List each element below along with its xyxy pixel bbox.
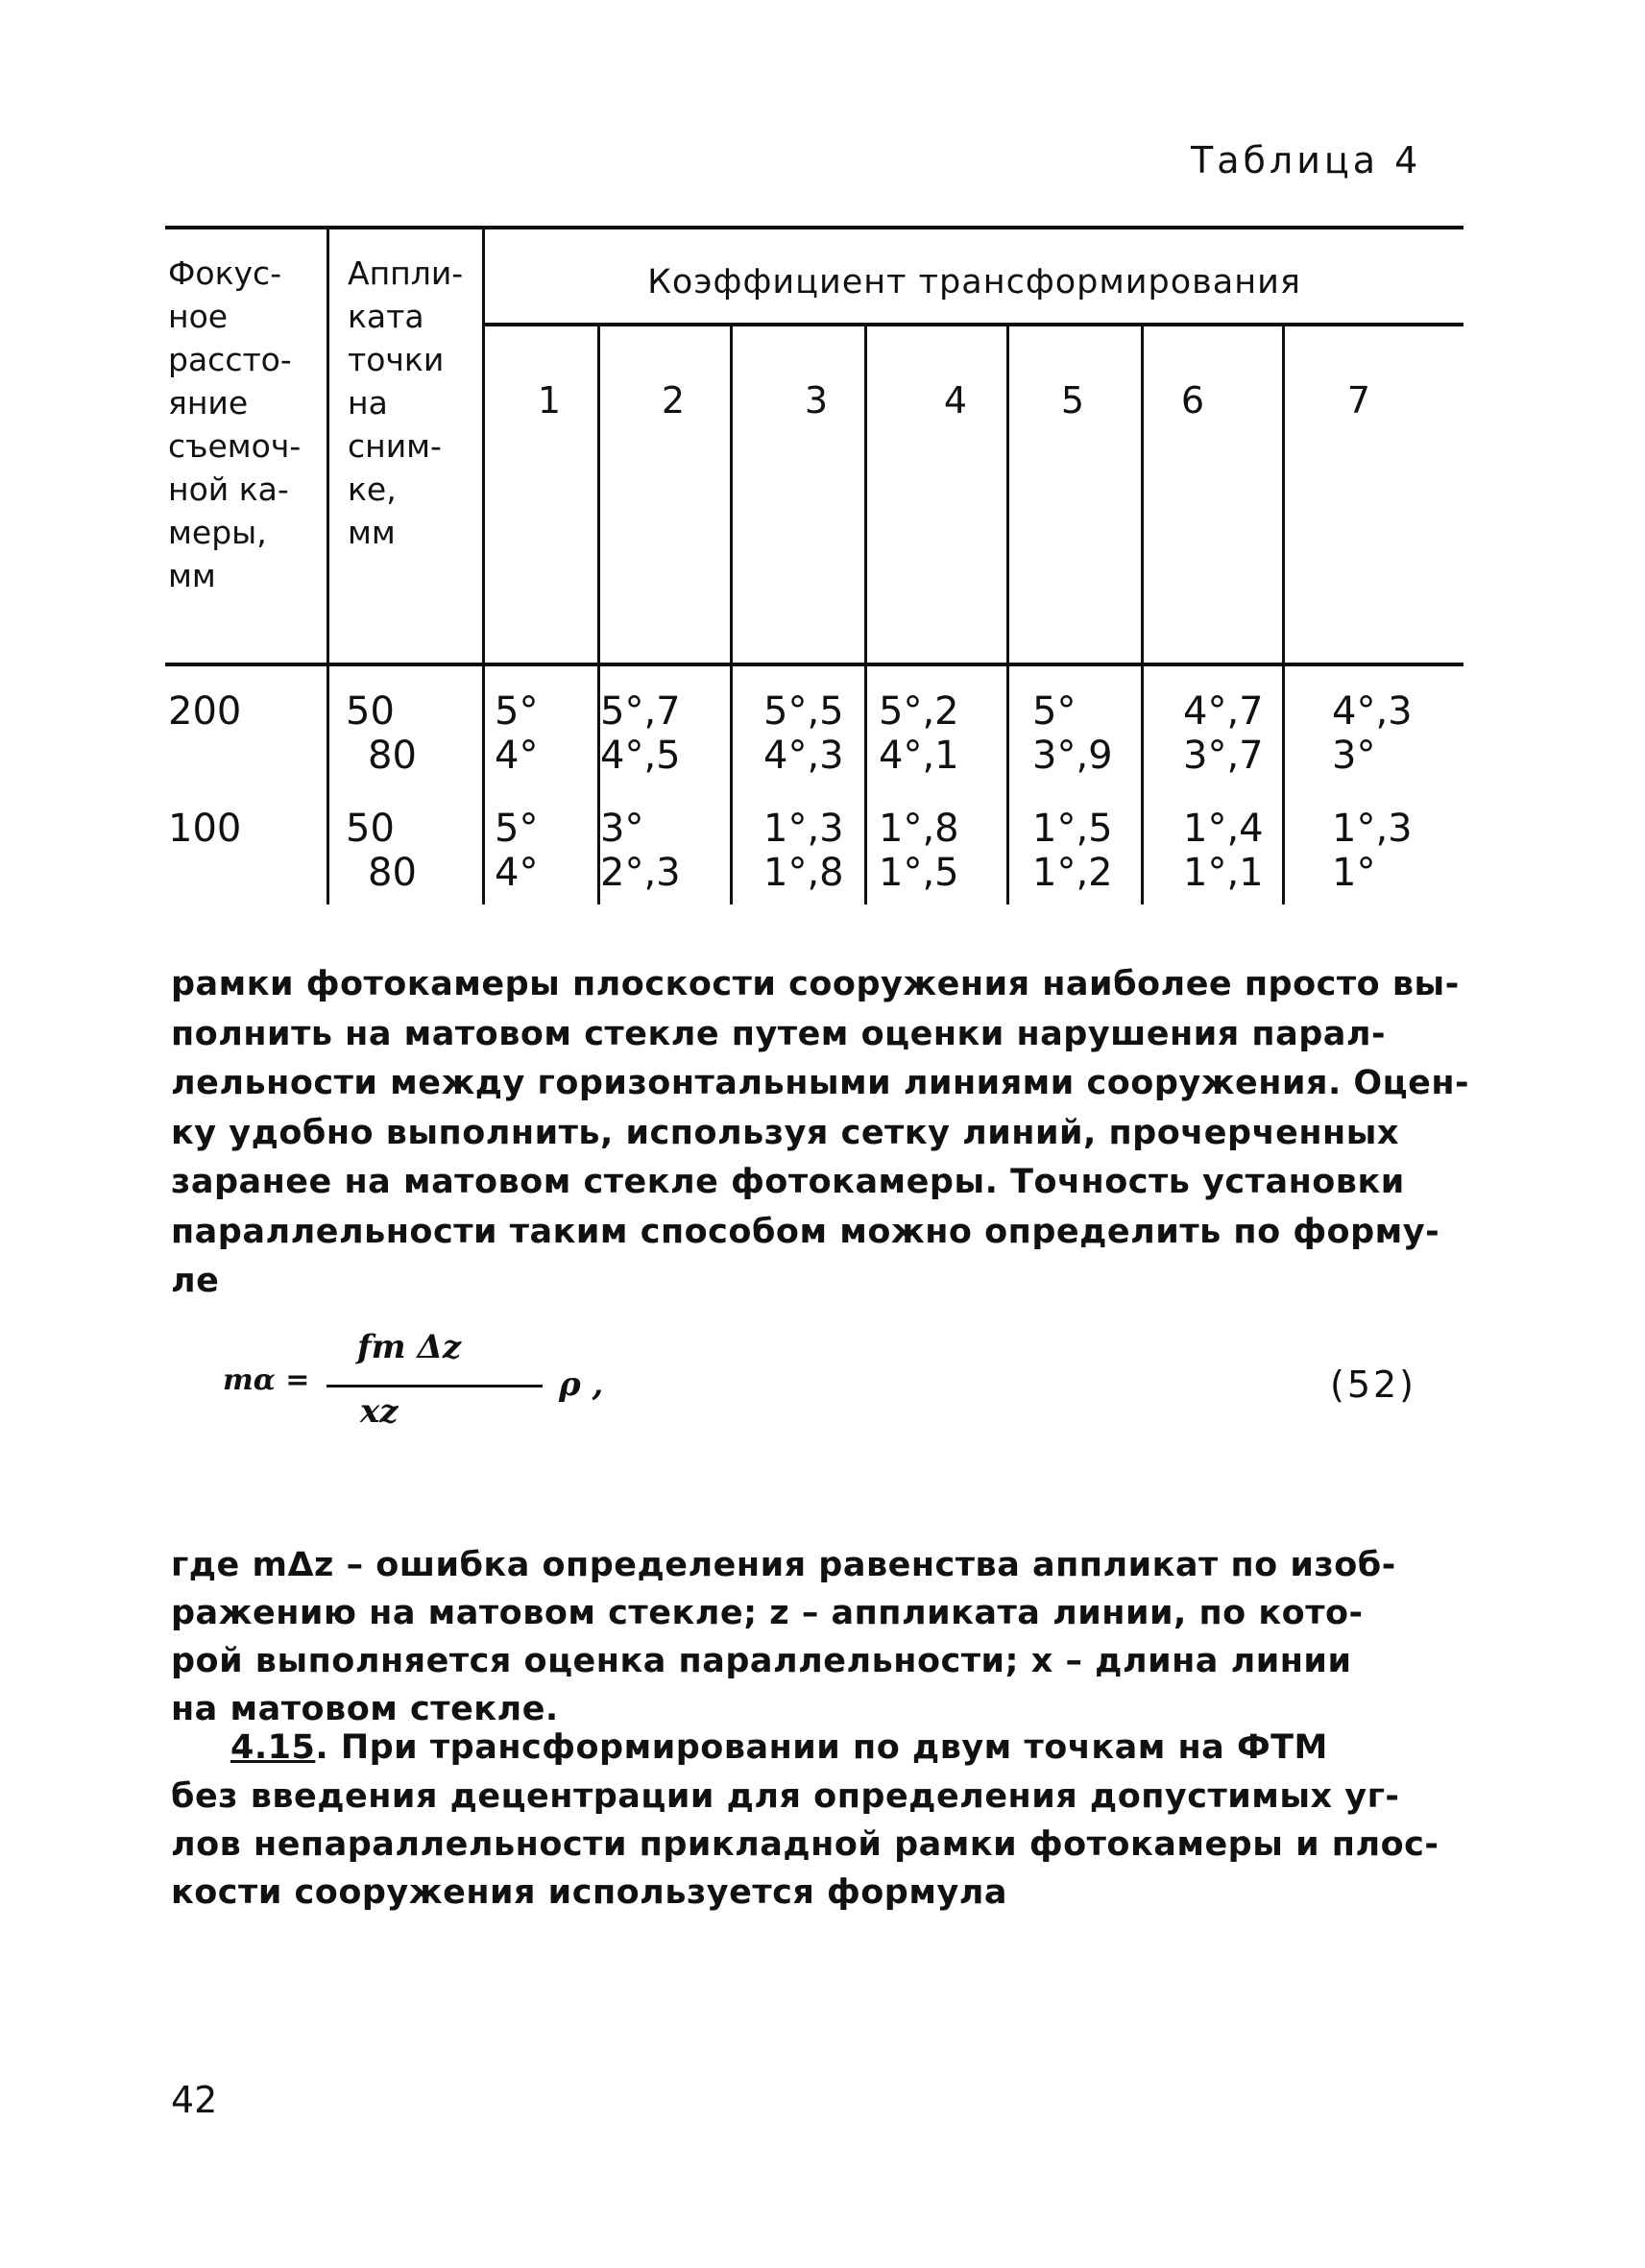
coeff-col-6: 6 xyxy=(1180,379,1205,422)
focal-value-100: 100 xyxy=(168,807,242,851)
text-line: на матовом стекле. xyxy=(171,1690,559,1728)
table-top-rule xyxy=(165,226,1464,229)
coeff-col-5: 5 xyxy=(1060,379,1085,422)
coeff-divider-6 xyxy=(1282,325,1285,905)
header-coefficient: Коэффициент трансформирования xyxy=(647,263,1301,302)
formula-rho: ρ , xyxy=(559,1365,604,1404)
coefficient-cell: 5°,7 xyxy=(600,689,681,734)
applicate-value: 50 xyxy=(346,807,395,851)
coeff-col-3: 3 xyxy=(804,379,829,422)
text-line: ле xyxy=(171,1262,220,1300)
formula-fraction-bar xyxy=(327,1385,543,1387)
coefficient-cell: 5° xyxy=(495,807,539,851)
coefficient-cell: 4° xyxy=(495,851,539,895)
text-line: рамки фотокамеры плоскости сооружения наиболее просто вы- xyxy=(171,965,1460,1003)
coefficient-cell: 5° xyxy=(1032,689,1077,734)
coefficient-cell: 1°,8 xyxy=(879,807,959,851)
text-line: заранее на матовом стекле фотокамеры. Точность установки xyxy=(171,1163,1405,1201)
coefficient-cell: 1° xyxy=(1332,851,1376,895)
coefficient-cell: 1°,3 xyxy=(1332,807,1413,851)
coefficient-cell: 4°,3 xyxy=(1332,689,1413,734)
header-bottom-rule xyxy=(165,663,1464,666)
header-applicate: Аппли- ката точки на сним- ке, мм xyxy=(348,254,464,551)
coefficient-cell: 3° xyxy=(1332,734,1376,778)
coefficient-cell: 4°,5 xyxy=(600,734,681,778)
equation-number: (52) xyxy=(1330,1363,1417,1406)
page-number: 42 xyxy=(171,2079,218,2121)
text-line: без введения децентрации для определения допустимых уг- xyxy=(171,1777,1400,1816)
coefficient-cell: 1°,5 xyxy=(1032,807,1113,851)
coefficient-cell: 4° xyxy=(495,734,539,778)
coefficient-cell: 1°,3 xyxy=(763,807,844,851)
coefficient-cell: 5°,2 xyxy=(879,689,959,734)
text-line: лельности между горизонтальными линиями сооружения. Оцен- xyxy=(171,1064,1470,1102)
coefficient-cell: 1°,8 xyxy=(763,851,844,895)
section-number: 4.15 xyxy=(230,1728,316,1767)
coefficient-cell: 1°,4 xyxy=(1183,807,1264,851)
coeff-header-rule xyxy=(485,323,1464,326)
coefficient-cell: 4°,7 xyxy=(1183,689,1264,734)
text-line: полнить на матовом стекле путем оценки нарушения парал- xyxy=(171,1014,1387,1053)
coefficient-cell: 1°,5 xyxy=(879,851,959,895)
formula-numerator: fm Δz xyxy=(357,1328,462,1366)
section-line-text: . При трансформировании по двум точкам на ФТМ xyxy=(315,1728,1328,1767)
applicate-value: 80 xyxy=(368,851,417,895)
coefficient-cell: 3° xyxy=(600,807,644,851)
coefficient-cell: 3°,9 xyxy=(1032,734,1113,778)
coeff-col-1: 1 xyxy=(537,379,562,422)
coeff-col-7: 7 xyxy=(1346,379,1371,422)
text-line: ражению на матовом стекле; z – аппликата линии, по кото- xyxy=(171,1594,1364,1632)
coefficient-cell: 5°,5 xyxy=(763,689,844,734)
text-line: параллельности таким способом можно определить по форму- xyxy=(171,1212,1440,1251)
text-line: где mΔz – ошибка определения равенства аппликат по изоб- xyxy=(171,1546,1396,1584)
applicate-value: 50 xyxy=(346,689,395,734)
formula-lhs: mα = xyxy=(223,1363,310,1397)
text-line: ку удобно выполнить, используя сетку линий, прочерченных xyxy=(171,1113,1399,1152)
text-line: кости сооружения используется формула xyxy=(171,1873,1008,1912)
col-divider-1 xyxy=(327,228,329,905)
header-focal-distance: Фокус- ное рассто- яние съемоч- ной ка- меры, мм xyxy=(168,254,302,594)
table-caption: Таблица 4 xyxy=(1191,139,1422,181)
col-divider-2 xyxy=(482,228,485,905)
text-line: лов непараллельности прикладной рамки фотокамеры и плос- xyxy=(171,1825,1439,1864)
coefficient-cell: 4°,1 xyxy=(879,734,959,778)
coefficient-cell: 3°,7 xyxy=(1183,734,1264,778)
formula-denominator: xz xyxy=(360,1392,399,1431)
text-line: рой выполняется оценка параллельности; x – длина линии xyxy=(171,1642,1352,1680)
focal-value-200: 200 xyxy=(168,689,242,734)
coeff-col-2: 2 xyxy=(661,379,686,422)
section-first-line xyxy=(230,1724,1546,1772)
coefficient-cell: 2°,3 xyxy=(600,851,681,895)
coefficient-cell: 5° xyxy=(495,689,539,734)
coefficient-cell: 1°,1 xyxy=(1183,851,1264,895)
coefficient-cell: 1°,2 xyxy=(1032,851,1113,895)
applicate-value: 80 xyxy=(368,734,417,778)
coeff-col-4: 4 xyxy=(943,379,968,422)
coefficient-cell: 4°,3 xyxy=(763,734,844,778)
